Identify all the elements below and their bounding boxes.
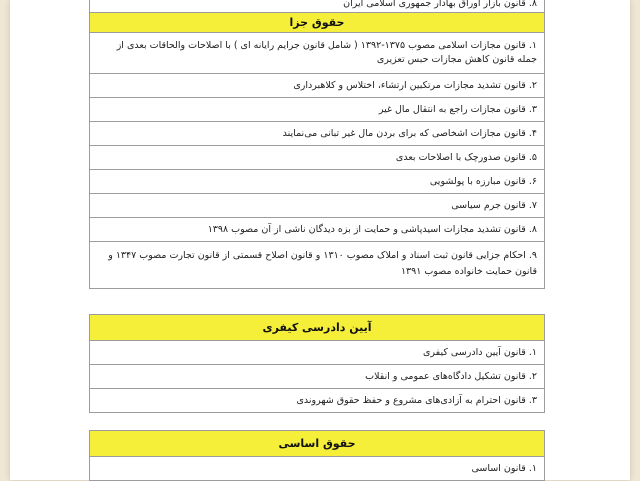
constitutional-law-table (89, 430, 545, 481)
document-page (10, 0, 630, 480)
section-header-row (90, 315, 545, 341)
list-item: ۱. قانون مجازات اسلامی مصوب ۱۳۷۵-۱۳۹۲ ( شامل قانون جرایم رایانه ای ) با اصلاحات والحاقات بعدی از جمله قانون کاهش مجازات حبس تعزیری (90, 33, 545, 74)
list-item: ۲. قانون تشکیل دادگاه‌های عمومی و انقلاب (90, 365, 545, 389)
list-item: ۱. قانون آیین دادرسی کیفری (90, 341, 545, 365)
list-item: ۶. قانون مبارزه با پولشویی (90, 170, 545, 194)
list-item: ۲. قانون تشدید مجازات مرتکبین ارتشاء، اختلاس و کلاهبرداری (90, 74, 545, 98)
list-item: ۹. احکام جزایی قانون ثبت اسناد و املاک مصوب ۱۳۱۰ و قانون اصلاح قسمتی از قانون تجارت مصوب ۱۳۴۷ و قانون حمایت خانواده مصوب ۱۳۹۱ (90, 242, 545, 289)
list-item: ۱. قانون اساسی (90, 457, 545, 481)
section-header-row (90, 431, 545, 457)
list-item: ۷. قانون جرم سیاسی (90, 194, 545, 218)
table-row (90, 33, 545, 74)
list-item: ۳. قانون مجازات راجع به انتقال مال غیر (90, 98, 545, 122)
table-row (90, 0, 545, 13)
table-row (90, 194, 545, 218)
list-item: ۳. قانون احترام به آزادی‌های مشروع و حفظ حقوق شهروندی (90, 389, 545, 413)
list-item: ۴. قانون مجازات اشخاصی که برای بردن مال غیر تبانی می‌نمایند (90, 122, 545, 146)
criminal-law-table (89, 0, 545, 289)
criminal-procedure-table (89, 314, 545, 413)
table-row (90, 74, 545, 98)
list-item: ۵. قانون صدورچک با اصلاحات بعدی (90, 146, 545, 170)
table-row (90, 122, 545, 146)
table-row (90, 341, 545, 365)
table-row (90, 242, 545, 289)
list-item: ۸. قانون بازار اوراق بهادار جمهوری اسلامی ایران (90, 0, 545, 13)
table-row (90, 146, 545, 170)
table-row (90, 218, 545, 242)
section-header-row (90, 13, 545, 33)
table-row (90, 98, 545, 122)
table-row (90, 365, 545, 389)
table-row (90, 170, 545, 194)
table-row (90, 457, 545, 481)
criminal-law-title: حقوق جزا (90, 13, 545, 33)
table-row (90, 389, 545, 413)
criminal-procedure-title: آیین دادرسی کیفری (90, 315, 545, 341)
list-item: ۸. قانون تشدید مجازات اسیدپاشی و حمایت از بزه دیدگان ناشی از آن مصوب ۱۳۹۸ (90, 218, 545, 242)
constitutional-law-title: حقوق اساسی (90, 431, 545, 457)
